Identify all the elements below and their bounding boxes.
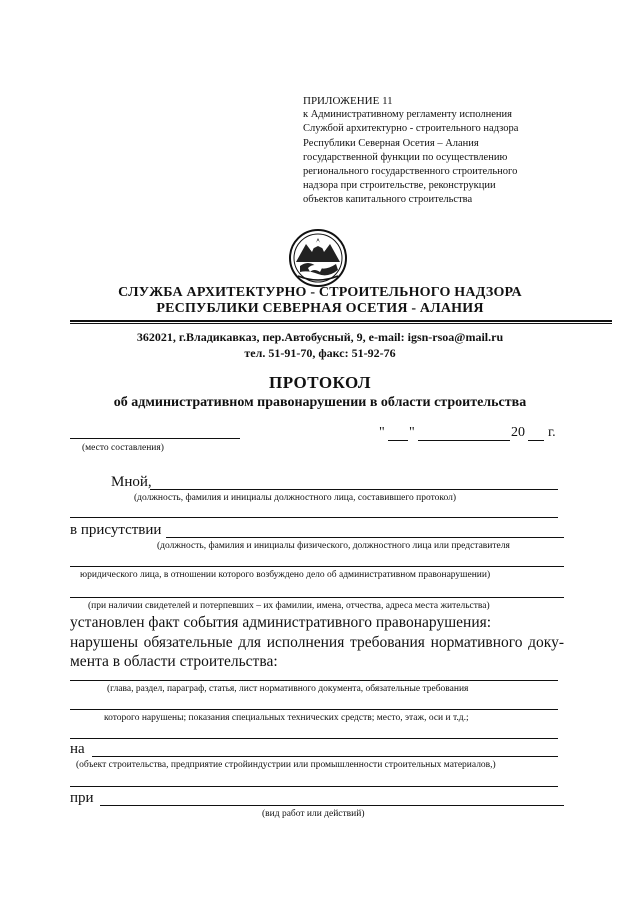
at-label: при	[70, 790, 94, 806]
date-month-field[interactable]	[418, 440, 510, 441]
object-caption: (объект строительства, предприятие стройиндустрии или промышленности строительных материалов,)	[76, 760, 496, 770]
works-caption: (вид работ или действий)	[262, 809, 365, 819]
object-field-2[interactable]	[70, 786, 558, 787]
legal-entity-caption: юридического лица, в отношении которого возбуждено дело об административном правонарушении)	[80, 570, 491, 580]
date-day-field[interactable]	[388, 440, 408, 441]
on-label: на	[70, 741, 85, 757]
appendix-line: Республики Северная Осетия – Алания	[303, 137, 479, 149]
object-field[interactable]	[92, 756, 558, 757]
date-suffix: г.	[548, 425, 556, 440]
appendix-line: объектов капитального строительства	[303, 194, 473, 206]
norm-field-3[interactable]	[70, 738, 558, 739]
date-year-field[interactable]	[528, 440, 544, 441]
appendix-title: ПРИЛОЖЕНИЕ 11	[303, 95, 393, 107]
org-name-line2: РЕСПУБЛИКИ СЕВЕРНАЯ ОСЕТИЯ - АЛАНИЯ	[156, 301, 484, 316]
header-rule-thin	[70, 323, 612, 324]
violated-line1: нарушены обязательные для исполнения требования нормативного доку-	[70, 634, 564, 651]
presence-label: в присутствии	[70, 522, 162, 538]
date-quote-close: "	[409, 425, 415, 440]
place-caption: (место составления)	[82, 443, 164, 453]
norm-field-2[interactable]	[70, 709, 558, 710]
presence-field-2[interactable]	[70, 566, 564, 567]
presence-field[interactable]	[166, 537, 564, 538]
norm-field[interactable]	[70, 680, 558, 681]
emblem-icon	[288, 228, 348, 288]
date-year-prefix: 20	[511, 425, 525, 440]
violated-line2: мента в области строительства:	[70, 653, 278, 670]
date-quote-open: "	[379, 425, 385, 440]
by-me-caption: (должность, фамилия и инициалы должностного лица, составившего протокол)	[134, 493, 457, 503]
document-title: ПРОТОКОЛ	[268, 373, 371, 392]
place-field[interactable]	[70, 438, 240, 439]
norm-caption-2: которого нарушены; показания специальных технических средств; место, этаж, оси и т.д.;	[104, 713, 469, 723]
by-me-field[interactable]	[150, 489, 558, 490]
appendix-line: к Административному регламенту исполнения	[303, 109, 512, 121]
by-me-field-2[interactable]	[70, 517, 558, 518]
witness-caption: (при наличии свидетелей и потерпевших – их фамилии, имена, отчества, адреса места жительства)	[88, 601, 490, 611]
presence-caption: (должность, фамилия и инициалы физического, должностного лица или представителя	[157, 541, 510, 551]
address-line2: тел. 51-91-70, факс: 51-92-76	[244, 346, 396, 360]
appendix-line: Службой архитектурно - строительного надзора	[303, 123, 519, 135]
appendix-block	[303, 94, 583, 208]
norm-caption-1: (глава, раздел, параграф, статья, лист нормативного документа, обязательные требования	[107, 684, 469, 694]
appendix-line: государственной функции по осуществлению	[303, 151, 508, 163]
works-field[interactable]	[100, 805, 564, 806]
document-subtitle: об административном правонарушении в области строительства	[113, 395, 527, 410]
header-rule	[70, 320, 612, 322]
appendix-line: надзора при строительстве, реконструкции	[303, 180, 496, 192]
by-me-label: Мной,	[111, 474, 152, 490]
witness-field[interactable]	[70, 597, 564, 598]
address-line1: 362021, г.Владикавказ, пер.Автобусный, 9, e-mail: igsn-rsoa@mail.ru	[136, 330, 504, 344]
fact-line: установлен факт события административного правонарушения:	[70, 614, 492, 631]
appendix-line: регионального государственного строительного	[303, 166, 518, 178]
org-name-line1: СЛУЖБА АРХИТЕКТУРНО - СТРОИТЕЛЬНОГО НАДЗОРА	[118, 285, 522, 300]
